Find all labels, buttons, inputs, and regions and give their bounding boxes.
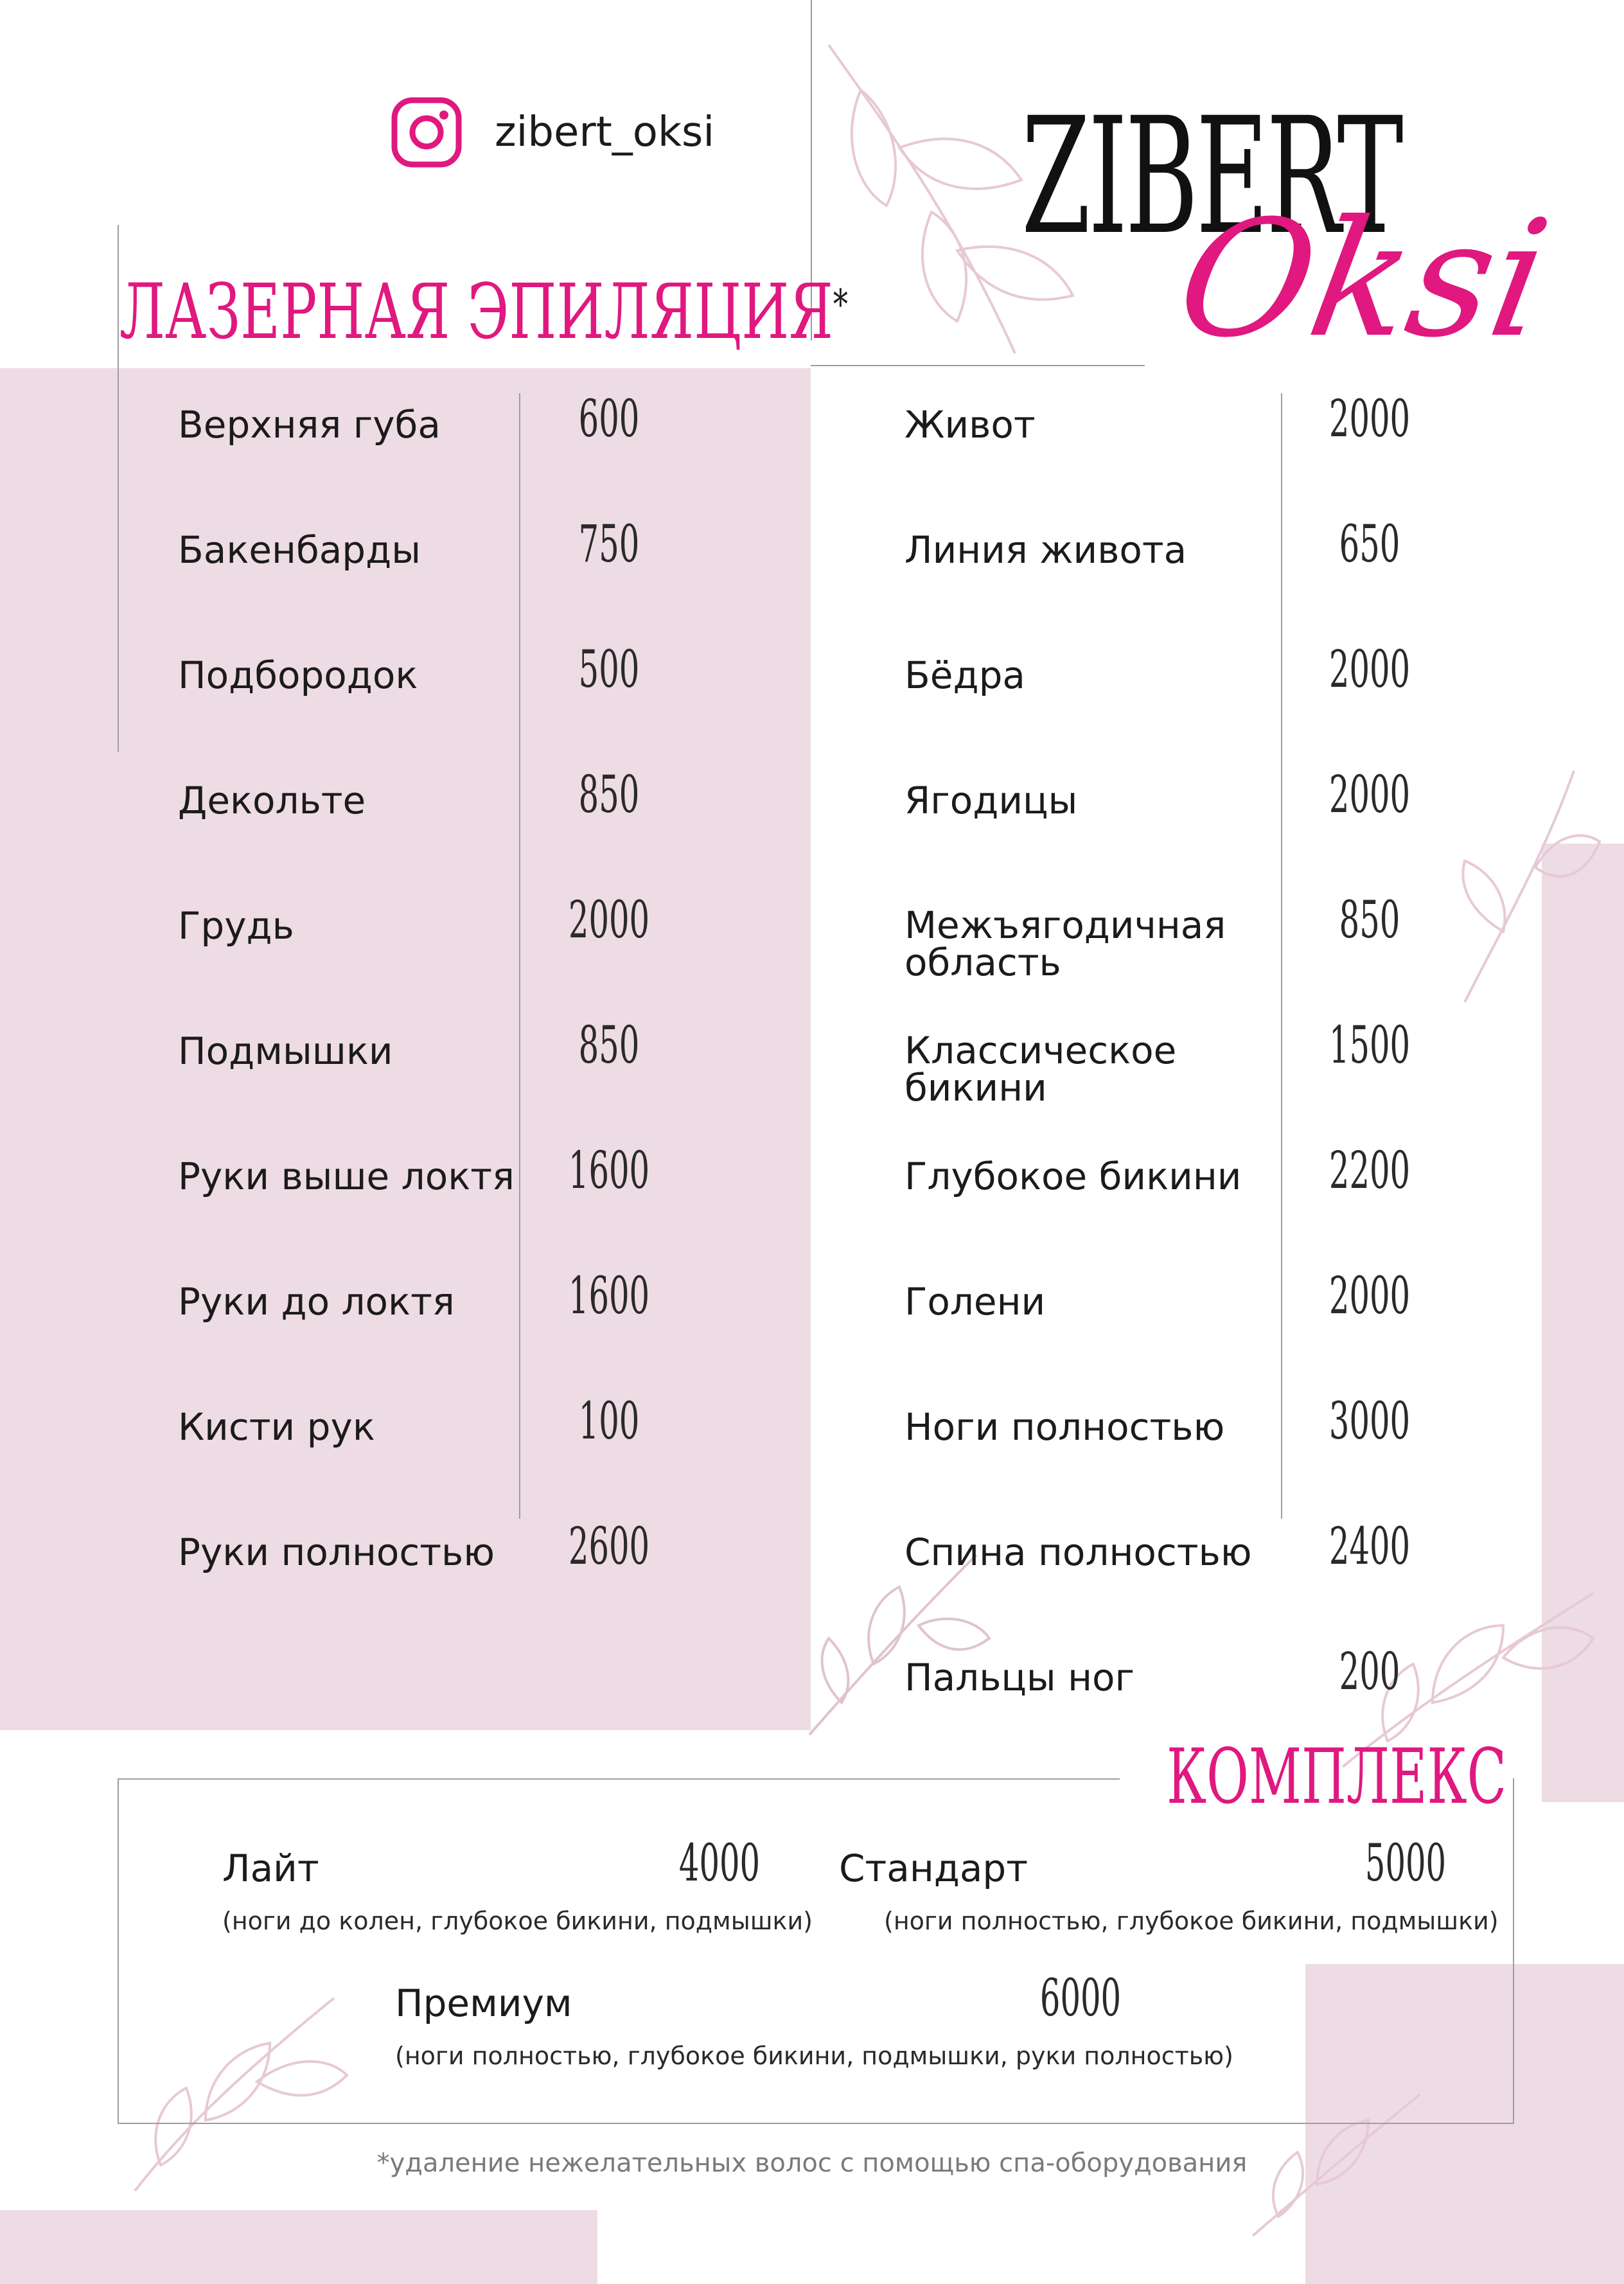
- left-service-5: Подмышки: [178, 1029, 393, 1073]
- complex-box: [118, 1778, 1514, 2124]
- left-service-8: Кисти рук: [178, 1405, 375, 1449]
- right-service-0: Живот: [905, 403, 1036, 447]
- bottom-left-pink-block: [0, 2210, 597, 2284]
- header-frame-left-line: [118, 225, 119, 752]
- brand-logo-top: ZIBERT: [1021, 83, 1402, 270]
- left-price-7: 1600: [568, 1266, 650, 1325]
- left-service-9: Руки полностью: [178, 1530, 495, 1574]
- right-service-8: Ноги полностью: [905, 1405, 1225, 1449]
- right-price-8: 3000: [1328, 1391, 1411, 1451]
- left-price-8: 100: [578, 1391, 640, 1451]
- package-standard-name: Стандарт: [839, 1846, 1028, 1890]
- footnote: *удаление нежелательных волос с помощью спа-оборудования: [376, 2148, 1248, 2178]
- left-price-4: 2000: [568, 890, 650, 950]
- section-title-text: ЛАЗЕРНАЯ ЭПИЛЯЦИЯ: [119, 267, 833, 356]
- right-service-5: Классическое бикини: [905, 1029, 1177, 1110]
- right-service-6: Глубокое бикини: [905, 1155, 1242, 1198]
- right-price-9: 2400: [1328, 1516, 1411, 1576]
- left-price-9: 2600: [568, 1516, 650, 1576]
- package-premium-name: Премиум: [395, 1981, 572, 2025]
- left-price-3: 850: [578, 765, 640, 824]
- right-service-4: Межъягодичная область: [905, 903, 1226, 984]
- right-service-10: Пальцы ног: [905, 1656, 1134, 1699]
- left-service-1: Бакенбарды: [178, 528, 421, 572]
- left-price-6: 1600: [568, 1140, 650, 1200]
- leaf-branch-right-icon: [1445, 758, 1619, 1015]
- left-service-2: Подбородок: [178, 653, 418, 697]
- left-service-4: Грудь: [178, 904, 294, 948]
- instagram-icon: [391, 96, 463, 168]
- left-price-2: 500: [578, 639, 640, 699]
- right-price-6: 2200: [1328, 1140, 1411, 1200]
- package-premium-details: (ноги полностью, глубокое бикини, подмышки, руки полностью): [395, 2042, 1233, 2070]
- left-service-0: Верхняя губа: [178, 403, 441, 447]
- section-title: [119, 267, 848, 356]
- right-service-7: Голени: [905, 1280, 1046, 1323]
- package-standard-details: (ноги полностью, глубокое бикини, подмышки): [884, 1907, 1499, 1935]
- left-service-3: Декольте: [178, 779, 366, 822]
- right-service-2: Бёдра: [905, 653, 1025, 697]
- right-price-7: 2000: [1328, 1266, 1411, 1325]
- section-title-mark: *: [833, 281, 848, 329]
- right-price-5: 1500: [1328, 1015, 1411, 1075]
- package-lite-name: Лайт: [222, 1846, 319, 1890]
- instagram-link[interactable]: [391, 95, 714, 169]
- complex-box-top-line: [118, 1778, 1120, 1780]
- right-price-1: 650: [1339, 514, 1400, 574]
- left-service-6: Руки выше локтя: [178, 1155, 515, 1198]
- right-service-1: Линия живота: [905, 528, 1187, 572]
- right-price-3: 2000: [1328, 765, 1411, 824]
- package-premium-price: 6000: [1039, 1968, 1122, 2028]
- right-service-9: Спина полностью: [905, 1530, 1252, 1574]
- left-service-7: Руки до локтя: [178, 1280, 455, 1323]
- left-price-1: 750: [578, 514, 640, 574]
- left-price-0: 600: [578, 389, 640, 448]
- package-lite-price: 4000: [678, 1833, 761, 1893]
- package-standard-price: 5000: [1364, 1833, 1447, 1893]
- right-price-divider: [1281, 393, 1282, 1519]
- complex-title: КОМПЛЕКС: [1167, 1732, 1507, 1821]
- package-lite-details: (ноги до колен, глубокое бикини, подмышки): [222, 1907, 813, 1935]
- left-pink-panel: [0, 368, 811, 1730]
- right-price-0: 2000: [1328, 389, 1411, 448]
- right-price-10: 200: [1339, 1642, 1400, 1701]
- left-price-divider: [519, 393, 520, 1519]
- right-service-3: Ягодицы: [905, 779, 1078, 822]
- right-price-2: 2000: [1328, 639, 1411, 699]
- instagram-handle: zibert_oksi: [495, 108, 715, 156]
- brand-logo: [1021, 83, 1587, 373]
- brand-logo-bottom: Oksi: [1165, 186, 1562, 373]
- right-price-4: 850: [1339, 890, 1400, 950]
- left-price-5: 850: [578, 1015, 640, 1075]
